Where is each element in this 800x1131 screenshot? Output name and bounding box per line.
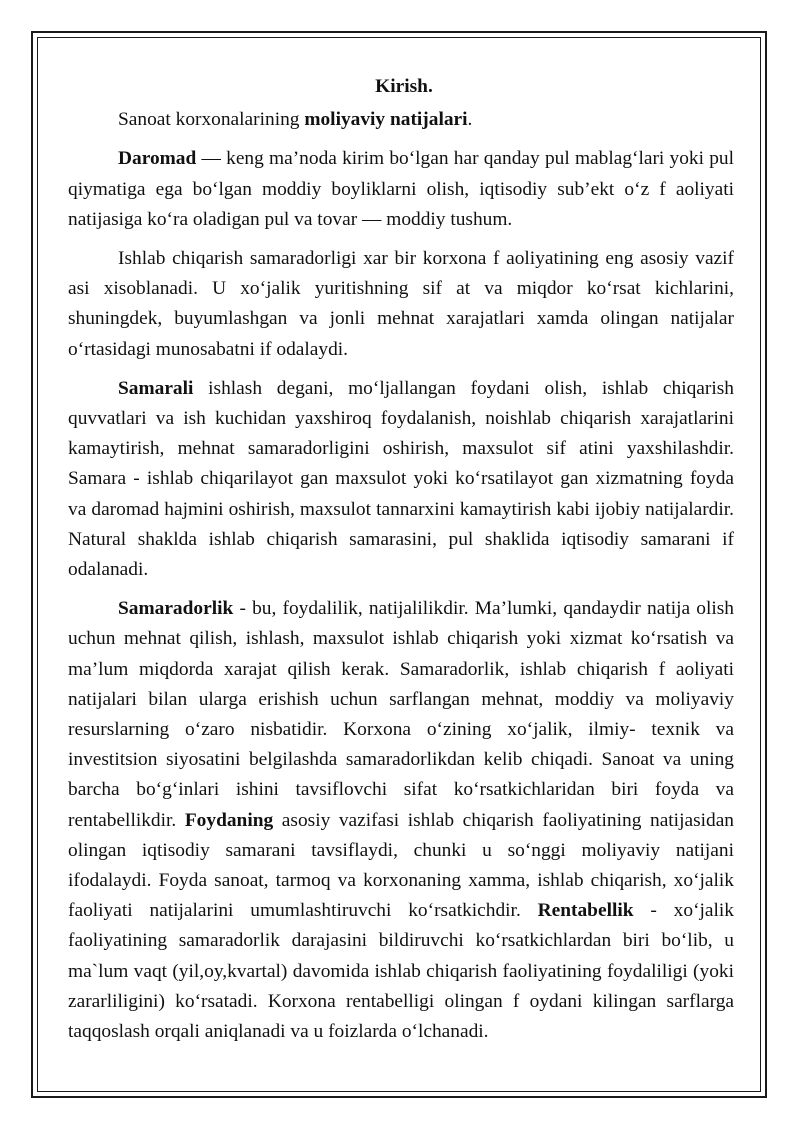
samaradorligi-text: Ishlab chiqarish samaradorligi xar bir korxona f aoliyatining eng asosiy vazif asi xisoblanadi. U xo‘jalik yuritishning sif at va miqdor ko‘rsat kichlarini, shuningdek, buyumlashgan va jonli mehnat xarajatlari xamda olingan natijalar o‘rtasidagi munosabatni if odalaydi. xyxy=(68,248,734,360)
paragraph-samaradorlik xyxy=(68,594,734,1047)
term-daromad: Daromad xyxy=(118,148,197,170)
document-body xyxy=(68,72,734,1056)
paragraph-samarali xyxy=(68,374,734,585)
paragraph-daromad xyxy=(68,144,734,235)
samarali-text: ishlash degani, mo‘ljallangan foydani olish, ishlab chiqarish quvvatlari va ish kuchidan yaxshiroq foydalanish, noishlab chiqarish xarajatlarini kamaytirish, mehnat samaradorligini oshirish, maxsulot sif atini yaxshilashdir. Samara - ishlab chiqarilayot gan maxsulot yoki ko‘rsatilayot gan xizmatning foyda va daromad hajmini oshirish, maxsulot tannarxini kamaytirish kabi ijobiy natijalardir. Natural shaklda ishlab chiqarish samarasini, pul shaklida iqtisodiy samarani if odalanadi. xyxy=(68,377,734,581)
samaradorlik-text: - bu, foydalilik, natijalilikdir. Ma’lumki, qandaydir natija olish uchun mehnat qilish, ishlash, maxsulot ishlab chiqarish yoki xizmat ko‘rsatish va ma’lum miqdorda xarajat qilish kerak. Samaradorlik, ishlab chiqarish f aoliyati natijalari bilan ularga erishish uchun sarflangan mehnat, moddiy va moliyaviy resurslarning o‘zaro nisbatidir. Korxona o‘zining xo‘jalik, ilmiy- texnik va investitsion siyosatini belgilashda samaradorlikdan kelib chiqadi. Sanoat va uning barcha bo‘g‘inlari ishini tavsiflovchi sifat ko‘rsatkichlaridan biri foyda va rentabellikdir. xyxy=(68,598,734,831)
term-samaradorlik: Samaradorlik xyxy=(118,598,234,620)
intro-end: . xyxy=(467,109,473,131)
daromad-text: — keng ma’noda kirim bo‘lgan har qanday pul mablag‘lari yoki pul qiymatiga ega bo‘lgan moddiy boyliklarni olish, iqtisodiy sub’ekt o‘z f aoliyati natijasiga ko‘ra oladigan pul va tovar — moddiy tushum. xyxy=(68,148,734,230)
paragraph-intro xyxy=(68,105,734,135)
term-foydaning: Foydaning xyxy=(184,809,274,831)
rentabellik-text: - xo‘jalik faoliyatining samaradorlik darajasini bildiruvchi ko‘rsatkichlardan biri bo‘lib, u ma`lum vaqt (yil,oy,kvartal) davomida ishlab chiqarish faoliyatining foydaliligi (yoki zararliligini) ko‘rsatadi. Korxona rentabelligi olingan f oydani kilingan sarflarga taqqoslash orqali aniqlanadi va u foizlarda o‘lchanadi. xyxy=(68,900,734,1043)
intro-text: Sanoat korxonalarining xyxy=(118,109,305,131)
paragraph-samaradorligi xyxy=(68,244,734,365)
term-rentabellik: Rentabellik xyxy=(537,900,634,922)
foydaning-text: asosiy vazifasi ishlab chiqarish faoliyatining natijasidan olingan iqtisodiy samarani tavsiflaydi, chunki u so‘nggi moliyaviy natijani ifodalaydi. Foyda sanoat, tarmoq va korxonaning xamma, ishlab chiqarish, xo‘jalik faoliyati natijalarini umumlashtiruvchi ko‘rsatkichdir. xyxy=(68,809,734,922)
term-samarali: Samarali xyxy=(118,377,194,399)
intro-bold-term: moliyaviy natijalari xyxy=(304,109,468,131)
document-title: Kirish. xyxy=(375,76,433,97)
